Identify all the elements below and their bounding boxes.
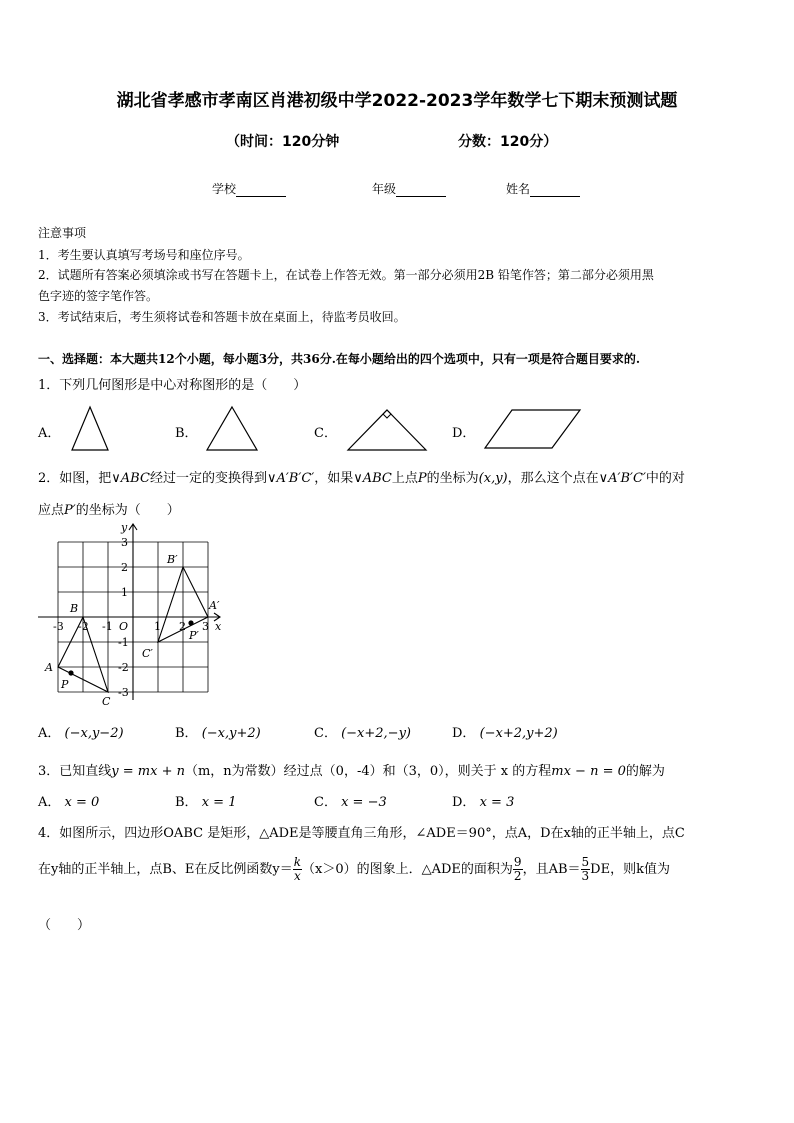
tick-label: -1	[102, 620, 113, 633]
point-label: P	[61, 678, 69, 691]
question-3-stem: 3．已知直线y = mx + n（m，n为常数）经过点（0，-4）和（3，0），则关于 x 的方程mx − n = 0的解为	[38, 764, 665, 779]
fraction-k-over-x: $\frac{k}{x}$	[293, 855, 302, 883]
right-triangle-icon	[344, 404, 430, 454]
tick-label: 2	[179, 620, 186, 633]
question-4-line-1: 4．如图所示，四边形OABC 是矩形，△ADE是等腰直角三角形，∠ADE＝90°，点A，D在x轴的正半轴上，点C	[38, 826, 685, 841]
point-label: A	[45, 661, 53, 674]
axes	[38, 524, 220, 700]
note-item: 1．考生要认真填写考场号和座位序号。	[38, 248, 250, 262]
point-p-prime	[188, 620, 193, 625]
tick-label: 1	[121, 586, 128, 599]
y-axis-label: y	[121, 521, 128, 534]
q3-option-b[interactable]: B． x = 1	[175, 795, 237, 810]
fraction-9-over-2: $\frac{9}{2}$	[513, 855, 522, 883]
point-label: P′	[189, 629, 199, 642]
equilateral-triangle-icon	[204, 404, 260, 454]
note-item: 2．试题所有答案必须填涂或书写在答题卡上，在试卷上作答无效。第一部分必须用2B 铅笔作答；第二部分必须用黑	[38, 268, 654, 282]
tick-label: -3	[53, 620, 64, 633]
question-4-line-2: 在y轴的正半轴上，点B、E在反比例函数y＝ $\frac{k}{x}$ （x＞0）的图象上．△ADE的面积为 $\frac{9}{2}$ ，且AB＝ $\frac{5}{3}$ DE，则k值为	[38, 855, 670, 883]
note-item: 色字迹的签字笔作答。	[38, 289, 159, 303]
school-field[interactable]: 学校	[212, 180, 286, 197]
q1-option-b[interactable]: B．	[175, 426, 198, 441]
x-axis-label: x	[215, 620, 222, 633]
q3-option-a[interactable]: A． x = 0	[38, 795, 100, 810]
exam-score: 分数：120分）	[458, 134, 558, 150]
tick-label: 2	[121, 561, 128, 574]
question-4-line-3: （ ）	[38, 918, 91, 933]
exam-time: （时间：120分钟	[226, 134, 340, 150]
fraction-5-over-3: $\frac{5}{3}$	[581, 855, 590, 883]
point-label: C	[102, 695, 111, 708]
tick-label: -1	[118, 636, 129, 649]
page-title: 湖北省孝感市孝南区肖港初级中学2022-2023学年数学七下期末预测试题	[116, 91, 678, 111]
q2-option-b[interactable]: B． (−x,y+2)	[175, 726, 261, 741]
point-label: A′	[209, 599, 220, 612]
q1-option-d[interactable]: D．	[452, 426, 476, 441]
tick-label: -2	[78, 620, 89, 633]
tick-label: 3	[202, 620, 209, 633]
tick-label: 3	[121, 536, 128, 549]
tick-label: 1	[154, 620, 161, 633]
q1-option-c[interactable]: C．	[314, 426, 337, 441]
question-1-stem: 1．下列几何图形是中心对称图形的是（ ）	[38, 378, 307, 393]
question-2-line-2: 应点P′的坐标为（ ）	[38, 503, 180, 518]
q2-option-a[interactable]: A． (−x,y−2)	[38, 726, 124, 741]
point-label: C′	[142, 647, 153, 660]
q3-option-d[interactable]: D． x = 3	[452, 795, 515, 810]
point-label: B′	[167, 553, 178, 566]
grade-field[interactable]: 年级	[372, 180, 446, 197]
q2-option-d[interactable]: D． (−x+2,y+2)	[452, 726, 558, 741]
q3-option-c[interactable]: C． x = −3	[314, 795, 387, 810]
notes-heading: 注意事项	[38, 226, 87, 240]
tick-label: -2	[118, 661, 129, 674]
point-p	[68, 670, 73, 675]
q1-option-a[interactable]: A．	[38, 426, 61, 441]
question-2-line-1: 2．如图，把∨ABC经过一定的变换得到∨A′B′C′，如果∨ABC上点P的坐标为(x,y)，那么这个点在∨A′B′C′中的对	[38, 471, 685, 486]
q2-option-c[interactable]: C． (−x+2,−y)	[314, 726, 411, 741]
note-item: 3．考试结束后，考生须将试卷和答题卡放在桌面上，待监考员收回。	[38, 310, 406, 324]
coordinate-graph	[36, 520, 232, 710]
name-field[interactable]: 姓名	[506, 180, 580, 197]
parallelogram-icon	[482, 404, 584, 454]
point-label: B	[70, 602, 79, 615]
section-heading: 一、选择题：本大题共12个小题，每小题3分，共36分.在每小题给出的四个选项中，只有一项是符合题目要求的.	[38, 352, 641, 366]
isosceles-triangle-icon	[68, 404, 112, 454]
tick-label: -3	[118, 686, 129, 699]
origin-label: O	[119, 620, 129, 633]
